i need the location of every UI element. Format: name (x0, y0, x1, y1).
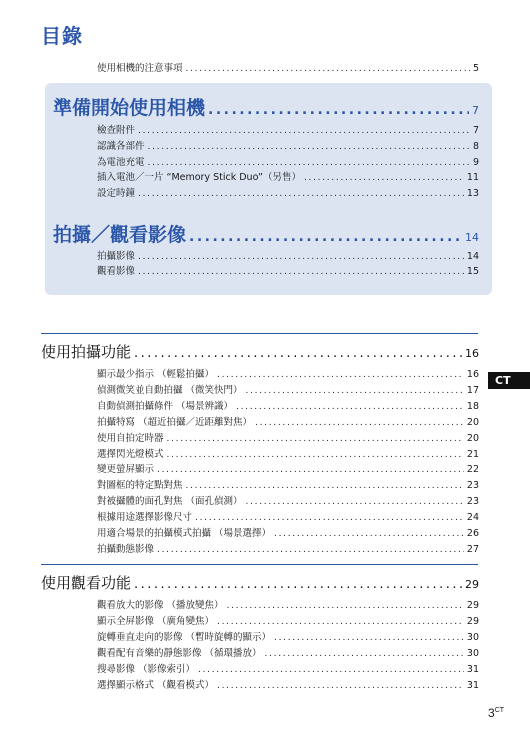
leader-dots (167, 434, 464, 444)
entry-label: 插入電池／一片 “Memory Stick Duo”（另售） (97, 172, 301, 183)
leader-dots (236, 402, 464, 412)
leader-dots (227, 601, 464, 611)
leader-dots (138, 252, 464, 262)
leader-dots (217, 681, 464, 691)
entry-label: 變更螢屏顯示 (97, 464, 155, 475)
entry-label: 觀看影像 (97, 266, 136, 277)
toc-entry[interactable] (97, 597, 479, 611)
language-tab: CT (488, 372, 530, 389)
leader-dots (265, 649, 464, 659)
entry-page: 9 (472, 157, 479, 168)
toc-entry[interactable] (97, 661, 479, 675)
entry-label: 認識各部件 (97, 141, 145, 152)
toc-entry[interactable] (97, 248, 479, 262)
section-divider (41, 333, 478, 334)
leader-dots (217, 617, 464, 627)
leader-dots (134, 577, 462, 592)
entry-label: 檢查附件 (97, 125, 136, 136)
toc-heading: 目錄 (41, 24, 83, 48)
entry-page: 13 (466, 188, 479, 199)
entry-page: 23 (466, 496, 479, 507)
entry-label: 顯示最少指示 （輕鬆拍攝） (97, 369, 215, 380)
leader-dots (246, 386, 464, 396)
entry-page: 7 (472, 125, 479, 136)
entry-page: 27 (466, 544, 479, 555)
leader-dots (198, 665, 464, 675)
toc-entry[interactable] (97, 263, 479, 277)
page-number-value: 3 (488, 706, 495, 720)
toc-entry[interactable] (97, 154, 479, 168)
entry-page: 31 (466, 664, 479, 675)
leader-dots (148, 158, 470, 168)
entry-page: 30 (466, 632, 479, 643)
entry-page: 30 (466, 648, 479, 659)
toc-entry[interactable] (97, 525, 479, 539)
section-divider (41, 564, 478, 565)
toc-entry[interactable] (97, 398, 479, 412)
section-page: 7 (472, 104, 479, 117)
leader-dots (186, 64, 470, 74)
leader-dots (208, 102, 469, 118)
leader-dots (217, 370, 464, 380)
section-page: 14 (465, 231, 479, 244)
entry-label: 對被攝體的面孔對焦 （面孔偵測） (97, 496, 243, 507)
entry-page: 31 (466, 680, 479, 691)
entry-page: 18 (466, 401, 479, 412)
entry-label: 旋轉垂直走向的影像 （暫時旋轉的顯示） (97, 632, 272, 643)
entry-page: 22 (466, 464, 479, 475)
entry-page: 26 (466, 528, 479, 539)
entry-page: 11 (466, 172, 479, 183)
leader-dots (246, 497, 464, 507)
toc-entry[interactable] (97, 493, 479, 507)
entry-label: 偵測微笑並自動拍攝 （微笑快門） (97, 385, 243, 396)
entry-label: 觀看配有音樂的靜態影像 （循環播放） (97, 648, 262, 659)
section-title: 使用觀看功能 (41, 574, 132, 592)
section-shooting-functions[interactable] (41, 341, 479, 362)
entry-label: 顯示全屏影像 （廣角變焦） (97, 616, 215, 627)
leader-dots (186, 481, 464, 491)
leader-dots (195, 513, 464, 523)
leader-dots (274, 633, 464, 643)
entry-label: 拍攝特寫 （超近拍攝／近距離對焦） (97, 417, 253, 428)
toc-entry[interactable] (97, 430, 479, 444)
section-getting-started[interactable] (53, 93, 479, 120)
entry-page: 20 (466, 433, 479, 444)
entry-page: 24 (466, 512, 479, 523)
entry-page: 29 (466, 616, 479, 627)
entry-page: 15 (466, 266, 479, 277)
page-number-suffix: CT (494, 707, 505, 714)
leader-dots (134, 346, 462, 361)
entry-label: 對圖框的特定點對焦 (97, 480, 183, 491)
page-number (488, 706, 504, 720)
toc-entry-precautions[interactable] (97, 60, 479, 74)
entry-page: 17 (466, 385, 479, 396)
toc-entry[interactable] (97, 414, 479, 428)
leader-dots (157, 545, 464, 555)
leader-dots (167, 450, 464, 460)
entry-label: 選擇閃光燈模式 (97, 449, 164, 460)
toc-entry[interactable] (97, 613, 479, 627)
toc-entry[interactable] (97, 541, 479, 555)
entry-label: 使用相機的注意事項 (97, 63, 183, 74)
entry-label: 觀看放大的影像 （播放變焦） (97, 600, 224, 611)
leader-dots (148, 142, 470, 152)
entry-page: 23 (466, 480, 479, 491)
entry-label: 為電池充電 (97, 157, 145, 168)
toc-entry[interactable] (97, 382, 479, 396)
section-title: 準備開始使用相機 (53, 97, 206, 119)
leader-dots (138, 267, 464, 277)
entry-label: 搜尋影像 （影像索引） (97, 664, 196, 675)
leader-dots (304, 173, 464, 183)
toc-entry[interactable] (97, 122, 479, 136)
entry-page: 14 (466, 251, 479, 262)
entry-page: 20 (466, 417, 479, 428)
entry-page: 8 (472, 141, 479, 152)
entry-label: 用適合場景的拍攝模式拍攝 （場景選擇） (97, 528, 272, 539)
section-viewing-functions[interactable] (41, 572, 479, 593)
section-page: 29 (465, 578, 479, 591)
toc-entry[interactable] (97, 629, 479, 643)
toc-entry[interactable] (97, 169, 479, 183)
toc-entry[interactable] (97, 185, 479, 199)
entry-page: 16 (466, 369, 479, 380)
leader-dots (138, 189, 464, 199)
leader-dots (138, 126, 470, 136)
section-page: 16 (465, 347, 479, 360)
toc-entry[interactable] (97, 446, 479, 460)
leader-dots (157, 465, 464, 475)
section-title: 使用拍攝功能 (41, 343, 132, 361)
section-title: 拍攝／觀看影像 (53, 224, 187, 246)
toc-entry[interactable] (97, 645, 479, 659)
toc-entry[interactable] (97, 138, 479, 152)
entry-label: 使用自拍定時器 (97, 433, 164, 444)
entry-label: 自動偵測拍攝條件 （場景辨識） (97, 401, 234, 412)
toc-entry[interactable] (97, 366, 479, 380)
entry-page: 29 (466, 600, 479, 611)
entry-label: 拍攝動態影像 (97, 544, 155, 555)
leader-dots (189, 229, 462, 245)
entry-label: 拍攝影像 (97, 251, 136, 262)
entry-label: 選擇顯示格式 （觀看模式） (97, 680, 215, 691)
leader-dots (274, 529, 464, 539)
toc-entry[interactable] (97, 477, 479, 491)
toc-entry[interactable] (97, 509, 479, 523)
section-shooting-viewing[interactable] (53, 220, 479, 247)
entry-page: 5 (472, 63, 479, 74)
entry-label: 根據用途選擇影像尺寸 (97, 512, 193, 523)
entry-page: 21 (466, 449, 479, 460)
toc-entry[interactable] (97, 677, 479, 691)
leader-dots (255, 418, 464, 428)
entry-label: 設定時鐘 (97, 188, 136, 199)
toc-entry[interactable] (97, 461, 479, 475)
